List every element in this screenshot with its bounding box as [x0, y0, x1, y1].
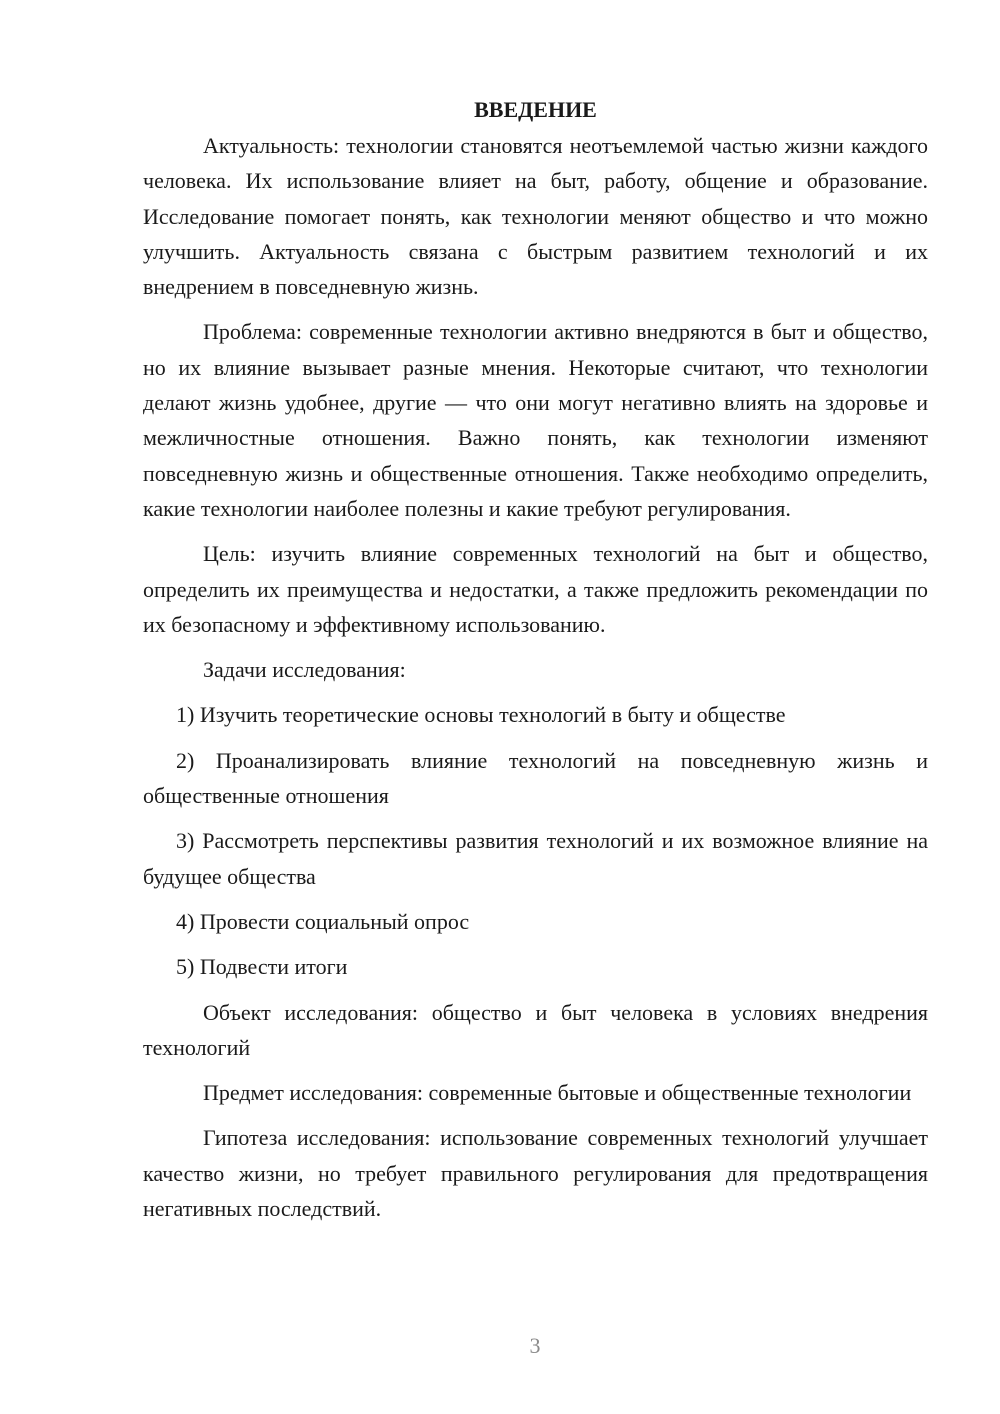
task-item-2: 2) Проанализировать влияние технологий на повседневную жизнь и общественные отношения: [143, 747, 928, 809]
task-item-4: 4) Провести социальный опрос: [176, 908, 470, 934]
task-item-3: 3) Рассмотреть перспективы развития технологий и их возможное влияние на будущее общества: [143, 828, 928, 889]
tasks-title: Задачи исследования:: [203, 657, 406, 683]
document-page: [143, 92, 928, 1236]
goal-paragraph: Цель: изучить влияние современных технологий на быт и общество, определить их преимущества и недостатки, а также предложить рекомендации по их безопасному и эффективному использованию.: [143, 541, 928, 637]
problem-paragraph: Проблема: современные технологии активно внедряются в быт и общество, но их влияние вызывает разные мнения. Некоторые считают, что технологии делают жизнь удобнее, другие — что они могут негативно влиять на здоровье и межличностные отношения. Важно понять, как технологии изменяют повседневную жизнь и общественные отношения. Также необходимо определить, какие технологии наиболее полезны и какие требуют регулирования.: [143, 319, 928, 521]
hypothesis-paragraph: Гипотеза исследования: использование современных технологий улучшает качество жизни, но требует правильного регулирования для предотвращения негативных последствий.: [143, 1125, 928, 1222]
task-item-5: 5) Подвести итоги: [176, 954, 348, 980]
subject-paragraph: Предмет исследования: современные бытовые и общественные технологии: [203, 1080, 912, 1106]
task-item-1: 1) Изучить теоретические основы технологий в быту и обществе: [176, 702, 786, 728]
page-number: 3: [529, 1333, 541, 1358]
relevance-paragraph: Актуальность: технологии становятся неотъемлемой частью жизни каждого человека. Их использование влияет на быт, работу, общение и образование. Исследование помогает понять, как технологии меняют общество и что можно улучшить. Актуальность связана с быстрым развитием технологий и их внедрением в повседневную жизнь.: [143, 133, 928, 300]
page-title: ВВЕДЕНИЕ: [474, 97, 597, 122]
object-paragraph: Объект исследования: общество и быт человека в условиях внедрения технологий: [143, 999, 928, 1060]
